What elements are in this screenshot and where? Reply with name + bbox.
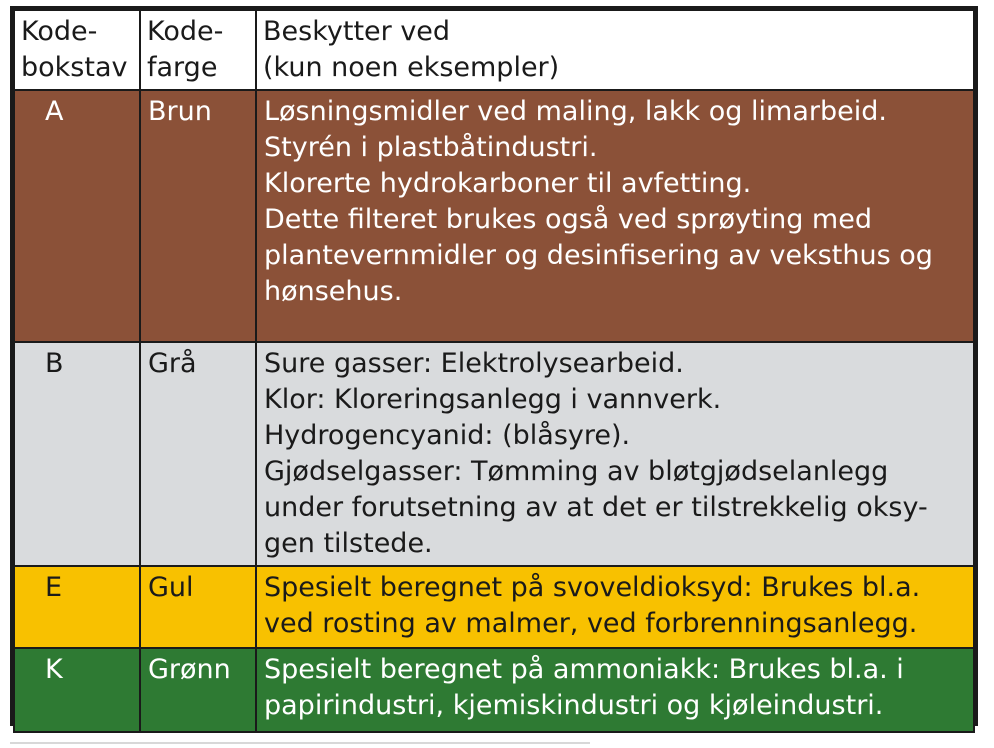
table-row-e — [14, 566, 974, 648]
table-row-k — [14, 648, 974, 732]
header-code-letter: Kode- bokstav — [14, 10, 140, 90]
bottom-divider — [10, 742, 590, 744]
table — [13, 9, 975, 733]
code-letter: B — [14, 342, 140, 566]
filter-code-table — [10, 6, 978, 726]
code-letter: K — [14, 648, 140, 732]
header-code-color: Kode- farge — [140, 10, 256, 90]
protects-description: Spesielt beregnet på ammoniakk: Brukes bl.a. i papirindustri, kjemiskindustri og kjøleindustri. — [256, 648, 974, 732]
code-color: Grønn — [140, 648, 256, 732]
protects-description: Spesielt beregnet på svoveldioksyd: Brukes bl.a. ved rosting av malmer, ved forbrenningsanlegg. — [256, 566, 974, 648]
table-row-b — [14, 342, 974, 566]
header-row — [14, 10, 974, 90]
code-color: Gul — [140, 566, 256, 648]
protects-description: Sure gasser: Elektrolysearbeid. Klor: Kloreringsanlegg i vannverk. Hydrogencyanid: (blåsyre). Gjødselgasser: Tømming av bløtgjødselanlegg under forutsetning av at det er tilstrekkelig oksy- gen tilstede. — [256, 342, 974, 566]
table-row-a — [14, 90, 974, 342]
code-color: Brun — [140, 90, 256, 342]
header-protects-against: Beskytter ved (kun noen eksempler) — [256, 10, 974, 90]
code-color: Grå — [140, 342, 256, 566]
code-letter: A — [14, 90, 140, 342]
code-letter: E — [14, 566, 140, 648]
protects-description: Løsningsmidler ved maling, lakk og limarbeid. Styrén i plastbåtindustri. Klorerte hydrokarboner til avfetting. Dette filteret brukes også ved sprøyting med plantevernmidler og desinfisering av veksthus og hønsehus. — [256, 90, 974, 342]
